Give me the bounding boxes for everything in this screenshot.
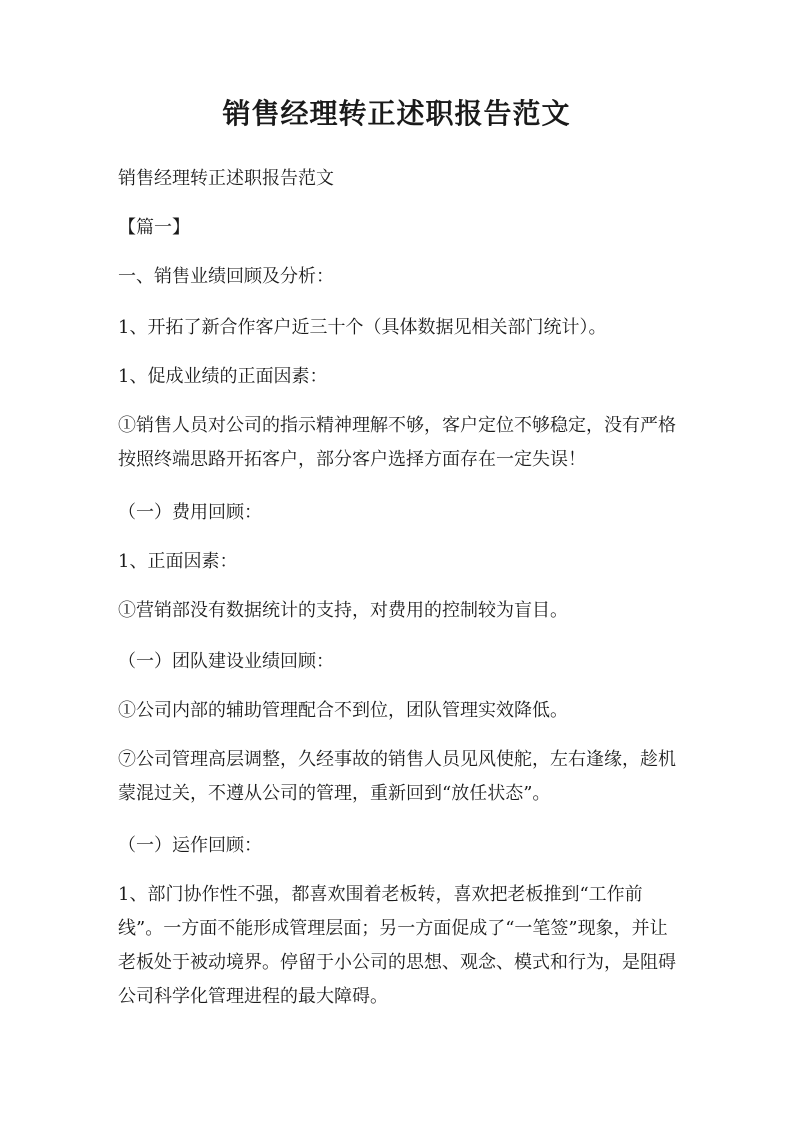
paragraph-management-change: ⑦公司管理高层调整，久经事故的销售人员见风使舵，左右逢缘，趁机蒙混过关，不遵从公司的管理，重新回到“放任状态”。 [118,749,676,804]
paragraph-new-clients: 1、开拓了新合作客户近三十个（具体数据见相关部门统计）。 [118,317,607,338]
paragraph-heading-sales-review: 一、销售业绩回顾及分析： [118,266,334,287]
paragraph-heading-cost-review: （一）费用回顾： [118,502,262,523]
paragraph-heading-operation-review: （一）运作回顾： [118,835,262,856]
paragraph-positive-factors-2: 1、正面因素： [118,551,238,572]
paragraph-cost-control: ①营销部没有数据统计的支持，对费用的控制较为盲目。 [118,600,568,621]
paragraph-positive-factors: 1、促成业绩的正面因素： [118,366,328,387]
document-title: 销售经理转正述职报告范文 [222,97,571,130]
paragraph-subtitle: 销售经理转正述职报告范文 [118,168,334,189]
paragraph-team-management: ①公司内部的辅助管理配合不到位，团队管理实效降低。 [118,700,568,721]
paragraph-sales-staff-issue: ①销售人员对公司的指示精神理解不够，客户定位不够稳定，没有严格按照终端思路开拓客户，部分客户选择方面存在一定失误！ [118,415,676,470]
paragraph-department-cooperation: 1、部门协作性不强，都喜欢围着老板转，喜欢把老板推到“工作前线”。一方面不能形成管理层面；另一方面促成了“一笔签”现象，并让老板处于被动境界。停留于小公司的思想、观念、模式和行为，是阻碍公司科学化管理进程的最大障碍。 [118,884,676,1007]
paragraph-section-label: 【篇一】 [118,217,190,238]
paragraph-heading-team-review: （一）团队建设业绩回顾： [118,651,334,672]
